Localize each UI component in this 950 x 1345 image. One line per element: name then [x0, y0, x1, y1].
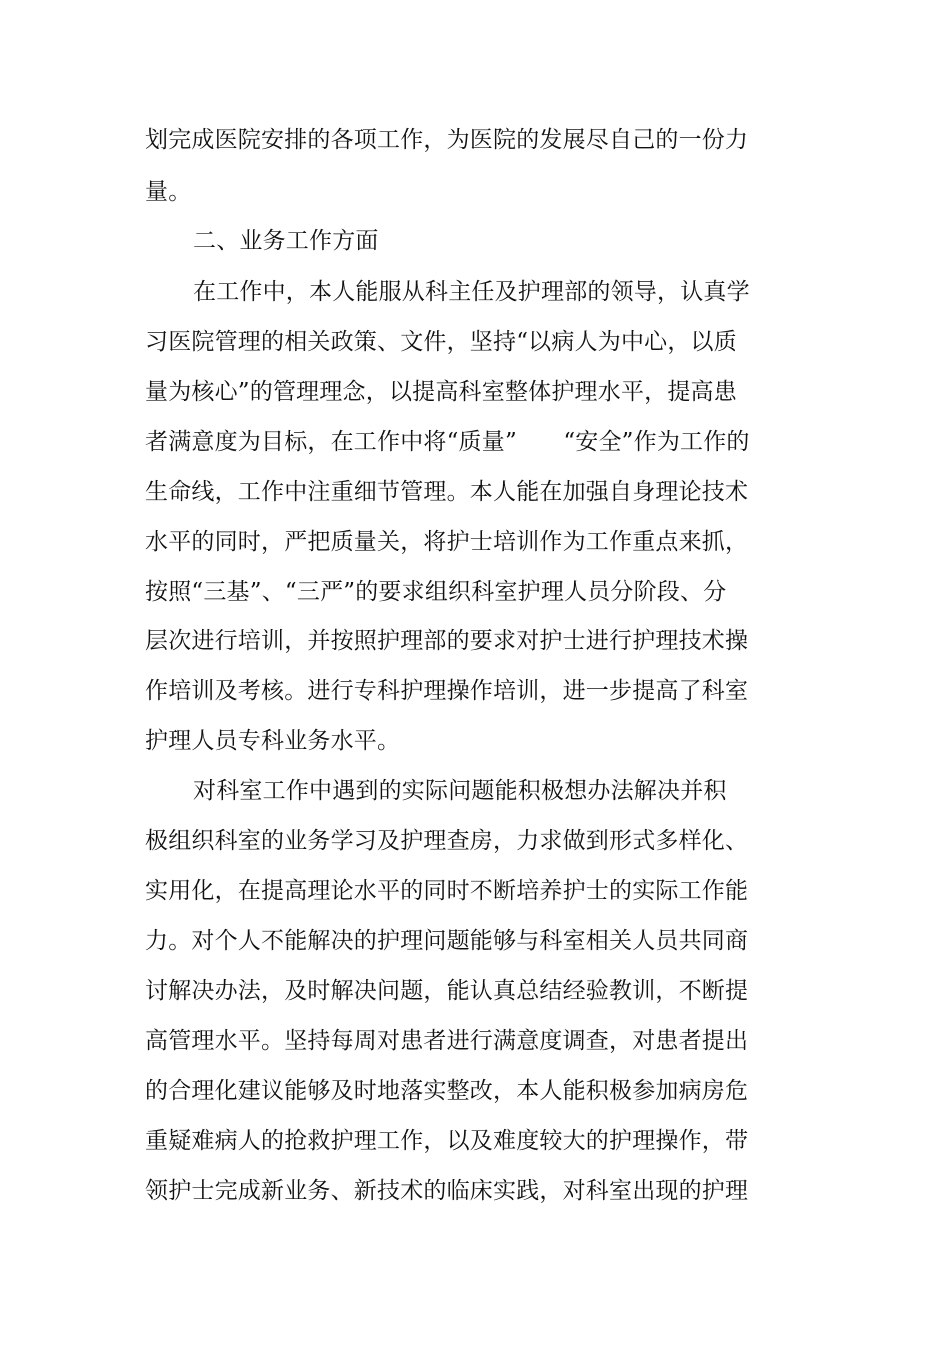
text-line: 划完成医院安排的各项工作，为医院的发展尽自己的一份力: [145, 127, 749, 153]
section-heading: 二、业务工作方面: [193, 228, 379, 254]
text-line: 生命线，工作中注重细节管理。本人能在加强自身理论技术: [145, 479, 749, 505]
text-line: 者满意度为目标，在工作中将“质量” “安全”作为工作的: [145, 429, 750, 455]
text-line: 高管理水平。坚持每周对患者进行满意度调查，对患者提出: [145, 1028, 749, 1054]
text-line: 领护士完成新业务、新技术的临床实践，对科室出现的护理: [145, 1178, 749, 1204]
text-line: 对科室工作中遇到的实际问题能积极想办法解决并积: [193, 778, 727, 804]
text-line: 极组织科室的业务学习及护理查房，力求做到形式多样化、: [145, 828, 749, 854]
text-line: 重疑难病人的抢救护理工作，以及难度较大的护理操作，带: [145, 1128, 749, 1154]
text-line: 量。: [145, 179, 192, 205]
text-line: 在工作中，本人能服从科主任及护理部的领导，认真学: [193, 279, 750, 305]
text-line: 层次进行培训，并按照护理部的要求对护士进行护理技术操: [145, 628, 749, 654]
text-line: 按照“三基”、“三严”的要求组织科室护理人员分阶段、分: [145, 579, 727, 605]
text-line: 讨解决办法，及时解决问题，能认真总结经验教训，不断提: [145, 978, 749, 1004]
text-line: 量为核心”的管理理念，以提高科室整体护理水平，提高患: [145, 379, 737, 405]
text-line: 水平的同时，严把质量关，将护士培训作为工作重点来抓，: [145, 529, 749, 555]
text-line: 力。对个人不能解决的护理问题能够与科室相关人员共同商: [145, 928, 749, 954]
text-line: 作培训及考核。进行专科护理操作培训，进一步提高了科室: [145, 678, 749, 704]
text-line: 护理人员专科业务水平。: [145, 728, 401, 754]
text-line: 的合理化建议能够及时地落实整改，本人能积极参加病房危: [145, 1078, 749, 1104]
text-line: 实用化，在提高理论水平的同时不断培养护士的实际工作能: [145, 878, 749, 904]
text-line: 习医院管理的相关政策、文件，坚持“以病人为中心，以质: [145, 329, 737, 355]
